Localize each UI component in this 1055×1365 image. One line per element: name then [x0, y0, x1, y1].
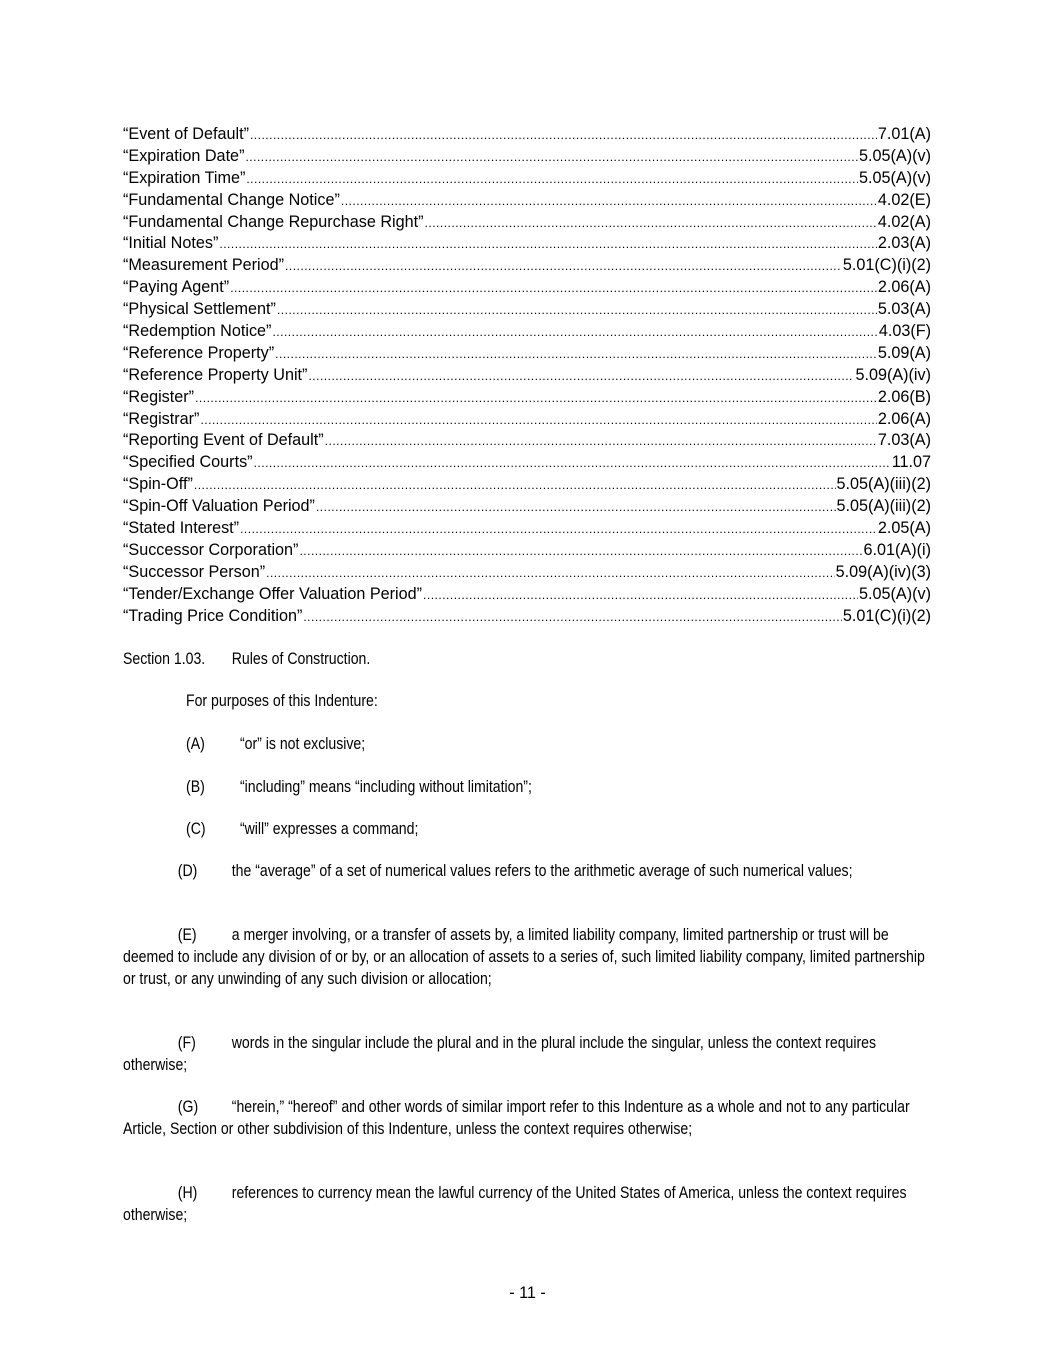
rule-item-g [123, 1097, 933, 1141]
dot-leader [246, 169, 858, 190]
item-label: (D) [177, 862, 198, 880]
item-label: (G) [177, 1098, 199, 1116]
index-reference: 5.05(A)(iii)(2) [836, 475, 931, 494]
item-label: (B) [186, 778, 205, 796]
index-term: “Expiration Date” [123, 146, 245, 165]
index-entry [123, 365, 931, 387]
index-term: “Expiration Time” [123, 168, 246, 187]
dot-leader [266, 563, 835, 584]
definitions-index [123, 124, 931, 627]
index-reference: 4.02(E) [877, 190, 931, 209]
rule-item-h [123, 1183, 933, 1227]
index-entry [123, 343, 931, 365]
dot-leader [316, 497, 836, 518]
item-text: “herein,” “hereof” and other words of similar import refer to this Indenture as a whole and not to any particular Article, Section or other subdivision of this Indenture, unless the context requires otherwise; [123, 1098, 910, 1138]
index-entry [123, 212, 931, 234]
index-entry [123, 233, 931, 255]
rule-item-c [186, 818, 453, 840]
index-reference: 11.07 [891, 453, 931, 472]
index-term: “Successor Corporation” [123, 540, 299, 559]
dot-leader [325, 431, 877, 452]
index-entry [123, 452, 931, 474]
index-reference: 5.01(C)(i)(2) [842, 256, 931, 275]
index-reference: 5.03(A) [877, 300, 931, 319]
index-reference: 2.06(A) [877, 278, 931, 297]
index-term: “Spin-Off” [123, 475, 193, 494]
dot-leader [194, 475, 836, 496]
dot-leader [230, 278, 877, 299]
rule-item-e [123, 925, 933, 990]
rule-item-f [123, 1033, 933, 1077]
index-reference: 5.05(A)(iii)(2) [836, 497, 931, 516]
index-entry [123, 146, 931, 168]
index-entry [123, 255, 931, 277]
item-label: (F) [177, 1034, 196, 1052]
index-reference: 5.05(A)(v) [859, 584, 931, 603]
index-term: “Trading Price Condition” [123, 606, 303, 625]
dot-leader [303, 607, 842, 628]
index-reference: 2.05(A) [877, 519, 931, 538]
dot-leader [245, 147, 858, 168]
index-term: “Physical Settlement” [123, 300, 276, 319]
item-text: “including” means “including without limitation”; [239, 778, 532, 796]
index-reference: 5.09(A) [877, 343, 931, 362]
index-reference: 4.03(F) [878, 322, 931, 341]
dot-leader [275, 344, 877, 365]
index-entry [123, 409, 931, 431]
index-term: “Specified Courts” [123, 453, 253, 472]
index-term: “Measurement Period” [123, 256, 285, 275]
dot-leader [250, 125, 877, 146]
section-number: Section 1.03. [123, 650, 206, 668]
index-entry [123, 277, 931, 299]
index-term: “Reference Property Unit” [123, 365, 308, 384]
dot-leader [425, 213, 877, 234]
index-entry [123, 496, 931, 518]
rule-item-d [123, 861, 933, 883]
dot-leader [272, 322, 877, 343]
dot-leader [299, 541, 862, 562]
index-entry [123, 168, 931, 190]
index-term: “Reporting Event of Default” [123, 431, 324, 450]
dot-leader [195, 388, 877, 409]
index-reference: 5.05(A)(v) [859, 168, 931, 187]
index-reference: 7.03(A) [877, 431, 931, 450]
index-entry [123, 321, 931, 343]
index-reference: 5.01(C)(i)(2) [842, 606, 931, 625]
index-reference: 4.02(A) [877, 212, 931, 231]
index-entry [123, 124, 931, 146]
index-term: “Registrar” [123, 409, 200, 428]
page-number: - 11 - [509, 1284, 546, 1302]
intro-text: For purposes of this Indenture: [186, 692, 378, 710]
item-text: words in the singular include the plural and in the plural include the singular, unless the context requires otherwise; [123, 1034, 877, 1074]
index-term: “Tender/Exchange Offer Valuation Period” [123, 584, 423, 603]
item-text: a merger involving, or a transfer of assets by, a limited liability company, limited partnership or trust will be deemed to include any division of or by, or an allocation of assets to a series of, such limited liability company, limited partnership or trust, or any unwinding of any such division or allocation; [123, 926, 925, 988]
dot-leader [285, 256, 842, 277]
index-entry [123, 606, 931, 628]
item-text: “will” expresses a command; [239, 820, 419, 838]
rule-item-a [186, 733, 392, 755]
dot-leader [423, 585, 858, 606]
dot-leader [277, 300, 877, 321]
section-intro [186, 690, 406, 712]
item-label: (E) [177, 926, 197, 944]
index-entry [123, 540, 931, 562]
item-text: “or” is not exclusive; [239, 735, 366, 753]
index-term: “Fundamental Change Repurchase Right” [123, 212, 424, 231]
index-reference: 2.03(A) [877, 234, 931, 253]
index-term: “Event of Default” [123, 125, 249, 143]
item-text: references to currency mean the lawful currency of the United States of America, unless the context requires otherwise; [123, 1184, 907, 1224]
index-entry [123, 387, 931, 409]
rule-item-b [186, 776, 584, 798]
dot-leader [308, 366, 854, 387]
index-reference: 6.01(A)(i) [863, 540, 931, 559]
index-reference: 5.09(A)(iv) [855, 365, 931, 384]
index-term: “Successor Person” [123, 562, 266, 581]
dot-leader [240, 519, 877, 540]
index-reference: 2.06(A) [877, 409, 931, 428]
index-term: “Reference Property” [123, 343, 275, 362]
index-term: “Initial Notes” [123, 234, 219, 253]
index-reference: 2.06(B) [877, 387, 931, 406]
index-entry [123, 299, 931, 321]
index-entry [123, 190, 931, 212]
index-entry [123, 474, 931, 496]
index-term: “Redemption Notice” [123, 322, 272, 341]
index-term: “Paying Agent” [123, 278, 230, 297]
index-reference: 7.01(A) [877, 125, 931, 143]
item-label: (C) [186, 820, 206, 838]
dot-leader [254, 453, 891, 474]
index-entry [123, 562, 931, 584]
section-title: Rules of Construction. [231, 650, 371, 668]
section-heading [123, 648, 407, 670]
index-term: “Fundamental Change Notice” [123, 190, 340, 209]
index-reference: 5.05(A)(v) [859, 146, 931, 165]
index-entry [123, 430, 931, 452]
item-label: (A) [186, 735, 205, 753]
index-reference: 5.09(A)(iv)(3) [835, 562, 931, 581]
index-term: “Register” [123, 387, 195, 406]
item-text: the “average” of a set of numerical values refers to the arithmetic average of such numerical values; [231, 862, 853, 880]
dot-leader [219, 234, 877, 255]
index-term: “Spin-Off Valuation Period” [123, 497, 315, 516]
index-term: “Stated Interest” [123, 519, 240, 538]
dot-leader [200, 410, 876, 431]
index-entry [123, 584, 931, 606]
index-entry [123, 518, 931, 540]
dot-leader [341, 191, 877, 212]
item-label: (H) [177, 1184, 198, 1202]
